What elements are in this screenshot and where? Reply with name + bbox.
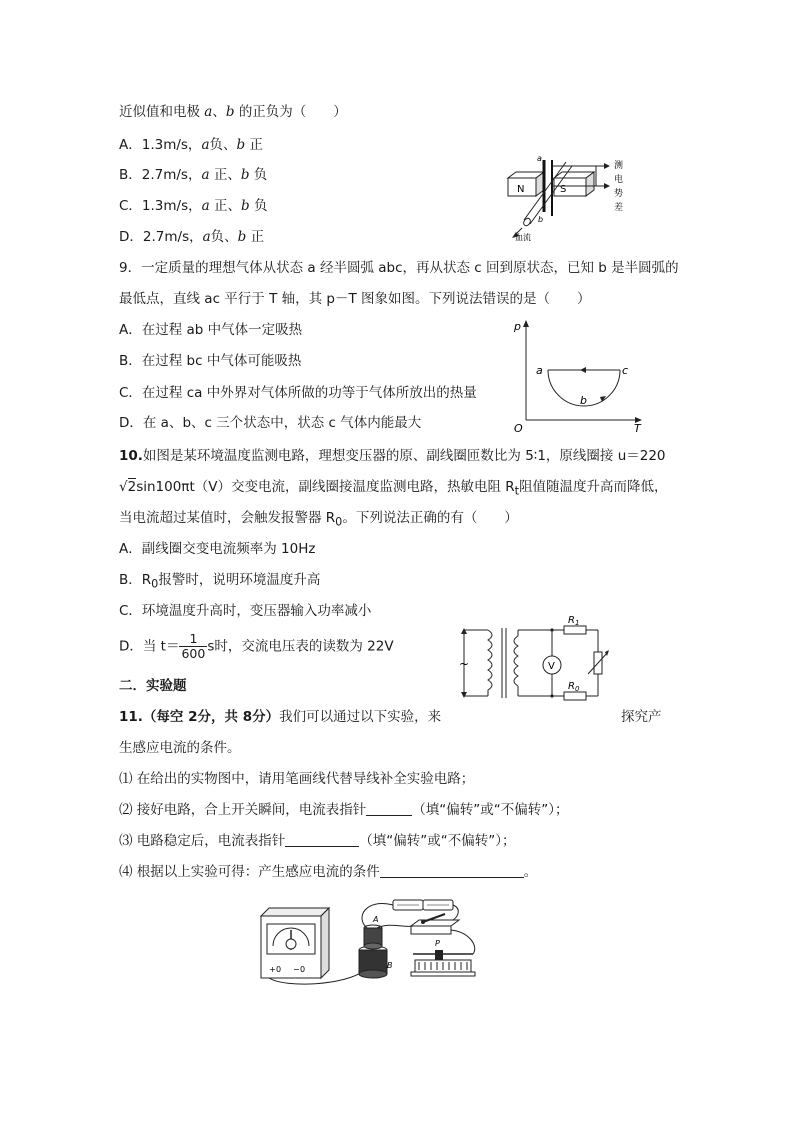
side-label-1: 测 [614, 161, 624, 171]
q8-option-b[interactable]: B．2.7m/s，a 正、b 负 [119, 167, 268, 183]
sqrt-two: √2 [119, 479, 137, 495]
side-label-2: 电 [614, 175, 624, 185]
answer-blank-2[interactable] [366, 801, 412, 816]
q11-subquestion-2: ⑵ 接好电路，合上开关瞬间，电流表指针 （填“偏转”或“不偏转”）； [119, 802, 569, 818]
battery [393, 900, 453, 910]
origin-label: O [514, 422, 523, 435]
coil-b-label: B [387, 961, 393, 970]
q9-stem-line1: 9．一定质量的理想气体从状态 a 经半圆弧 abc，再从状态 c 回到原状态，已知 b 是半圆弧的 [119, 260, 679, 276]
q10-option-b[interactable]: B．$R_0$报警时，说明环境温度升高 [119, 572, 321, 591]
q9-option-c[interactable]: C．在过程 ca 中外界对气体所做的功等于气体所放出的热量 [119, 385, 477, 401]
coil-a-label: A [373, 915, 379, 924]
p-t-graph [508, 318, 648, 436]
fraction: $\frac{1}{600}$ [181, 631, 206, 661]
q8-option-c[interactable]: C．1.3m/s，a 正、b 负 [119, 198, 268, 214]
terminal-minus: − [293, 965, 300, 974]
side-label-3: 势 [614, 189, 624, 199]
rheostat [411, 939, 475, 976]
q8-option-a[interactable]: A．1.3m/s，a负、b 正 [119, 137, 263, 153]
q11-stem-line1: 11.（每空 2分，共 8分）我们可以通过以下实验，来 探究产 [119, 709, 662, 725]
answer-blank-3[interactable] [285, 832, 359, 847]
state-b-label: b [580, 394, 587, 407]
section-title: 二．实验题 [119, 678, 187, 694]
q9-option-a[interactable]: A．在过程 ab 中气体一定吸热 [119, 322, 303, 338]
r0-label: $R_0$ [568, 681, 580, 693]
magnet-s-label: S [560, 184, 567, 195]
magnet-n-label: N [517, 184, 525, 195]
voltmeter-label: V [548, 661, 555, 672]
q10-stem-line2: √2sin100πt（V）交变电流，副线圈接温度监测电路，热敏电阻 $R_t$阻值随温度升高而降低， [119, 479, 668, 498]
state-c-label: c [622, 364, 629, 377]
blood-flow-label: 血流 [515, 233, 531, 242]
q11-subquestion-4: ⑷ 根据以上实验可得：产生感应电流的条件 。 [119, 864, 538, 880]
q8-option-d[interactable]: D．2.7m/s，a负、b 正 [119, 229, 265, 245]
q10-option-c[interactable]: C．环境温度升高时，变压器输入功率减小 [119, 603, 372, 619]
side-label-4: 差 [614, 203, 624, 213]
coil-b [359, 946, 393, 978]
q8-stem: 近似值和电极 a、b 的正负为（ ） [119, 104, 347, 120]
q11-stem-line2: 生感应电流的条件。 [119, 740, 241, 756]
blood-flowmeter-figure [500, 152, 630, 242]
state-a-label: a [536, 364, 543, 377]
electrode-a-label: a [537, 154, 542, 163]
q10-stem-line3: 当电流超过某值时，会触发报警器 $R_0$。下列说法正确的有（ ） [119, 510, 518, 529]
q11-subquestion-1: ⑴ 在给出的实物图中，请用笔画线代替导线补全实验电路； [119, 771, 475, 787]
slider-p-label: P [435, 939, 440, 948]
coil-a [364, 915, 382, 949]
q10-option-d[interactable]: D．当 t＝ $\frac{1}{600}$ s时，交流电压表的读数为 22V [119, 631, 394, 661]
electrode-b-label: b [538, 215, 544, 224]
switch [411, 914, 459, 934]
q10-option-a[interactable]: A．副线圈交变电流频率为 10Hz [119, 541, 316, 557]
q9-stem-line2: 最低点，直线 ac 平行于 T 轴，其 p－T 图象如图。下列说法错误的是（ ） [119, 291, 591, 307]
q9-option-d[interactable]: D．在 a、b、c 三个状态中，状态 c 气体内能最大 [119, 415, 422, 431]
r1-label: $R_1$ [568, 615, 580, 627]
q10-stem-line1: 10.如图是某环境温度监测电路，理想变压器的原、副线圈匝数比为 5∶1，原线圈接 u＝220 [119, 448, 666, 464]
induction-apparatus-figure [255, 888, 485, 994]
q11-subquestion-3: ⑶ 电路稳定后，电流表指针 （填“偏转”或“不偏转”）； [119, 833, 516, 849]
terminal-zero-1: 0 [276, 965, 282, 974]
axis-t-label: T [634, 422, 641, 435]
answer-blank-4[interactable] [380, 863, 524, 878]
ac-source-symbol: ~ [459, 657, 470, 671]
terminal-zero-2: 0 [300, 965, 306, 974]
terminal-plus: + [269, 965, 276, 974]
q9-option-b[interactable]: B．在过程 bc 中气体可能吸热 [119, 353, 302, 369]
axis-p-label: p [514, 320, 521, 333]
transformer-circuit [452, 612, 612, 708]
galvanometer [261, 908, 329, 978]
